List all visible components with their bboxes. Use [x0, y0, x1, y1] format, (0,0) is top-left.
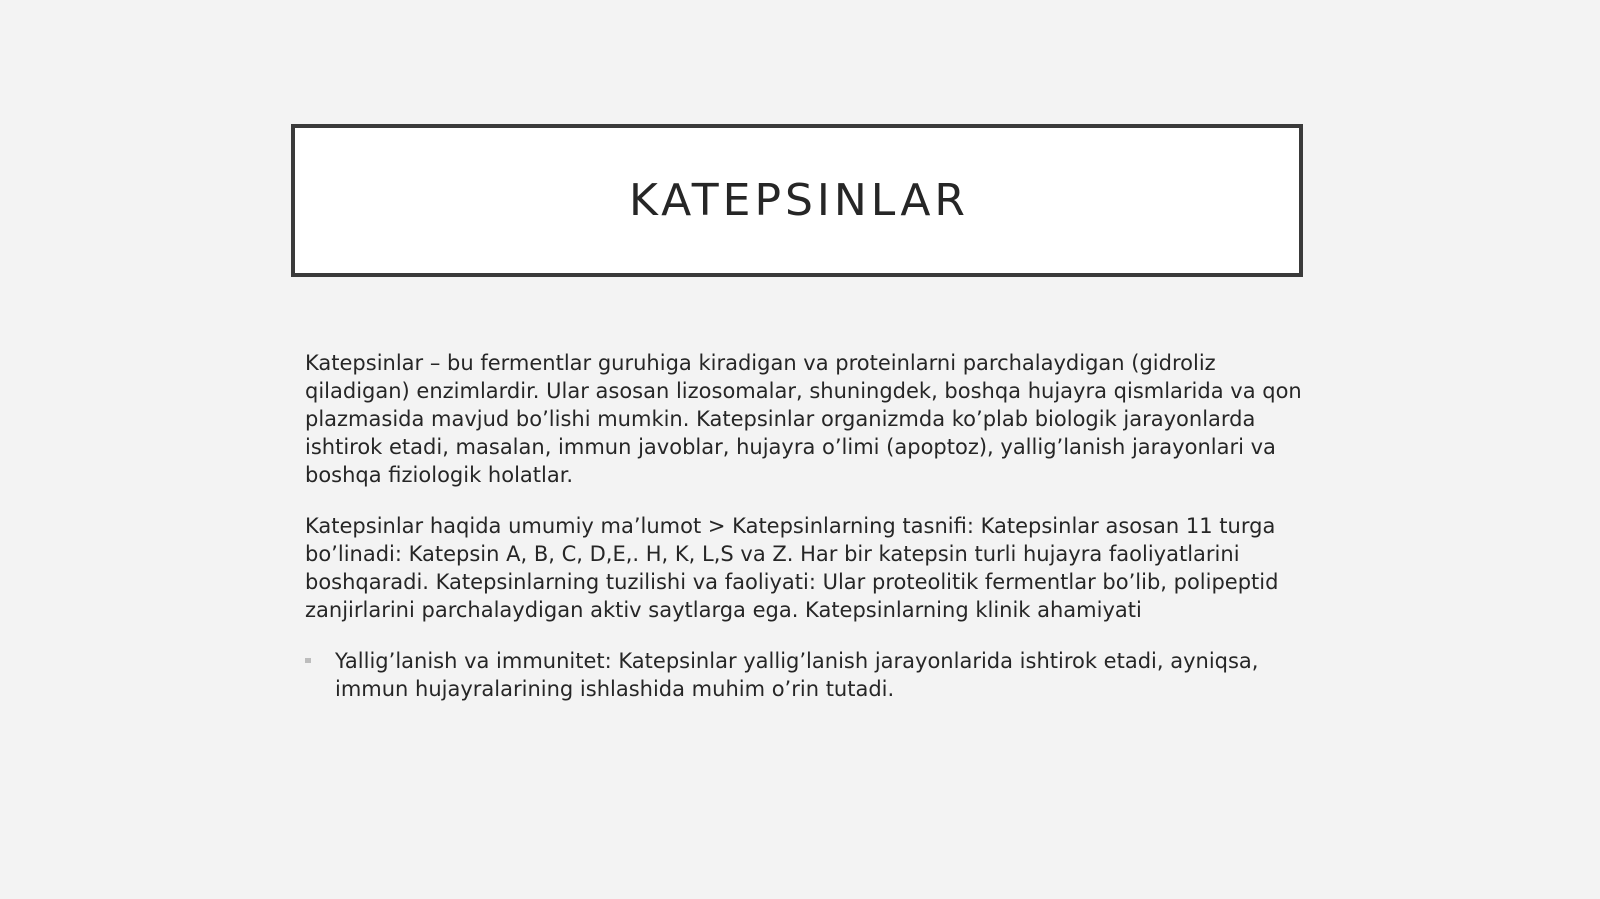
paragraph-overview: Katepsinlar haqida umumiy ma’lumot > Katepsinlarning tasnifi: Katepsinlar asosan 11 turga bo’linadi: Katepsin A, B, C, D,E,. H, K, L,S va Z. Har bir katepsin turli hujayra faoliyatlarini boshqaradi. Katepsinlarning tuzilishi va faoliyati: Ular proteolitik fermentlar bo’lib, polipeptid zanjirlarini parchalaydigan aktiv saytlarga ega. Katepsinlarning klinik ahamiyati [305, 514, 1279, 622]
paragraph-intro: Katepsinlar – bu fermentlar guruhiga kiradigan va proteinlarni parchalaydigan (gidroliz qiladigan) enzimlardir. Ular asosan lizosomalar, shuningdek, boshqa hujayra qismlarida va qon plazmasida mavjud bo’lishi mumkin. Katepsinlar organizmda ko’plab biologik jarayonlarda ishtirok etadi, masalan, immun javoblar, hujayra o’limi (apoptoz), yallig’lanish jarayonlari va boshqa fiziologik holatlar. [305, 351, 1302, 487]
bullet-text: Yallig’lanish va immunitet: Katepsinlar yallig’lanish jarayonlarida ishtirok etadi, ayniqsa, immun hujayralarining ishlashida muhim o’rin tutadi. [335, 649, 1259, 701]
bullet-list [305, 647, 1305, 703]
slide-title: KATEPSINLAR [629, 175, 969, 226]
bullet-icon [305, 658, 311, 663]
list-item [305, 647, 1305, 703]
slide-content [305, 349, 1305, 703]
title-box [291, 124, 1303, 277]
